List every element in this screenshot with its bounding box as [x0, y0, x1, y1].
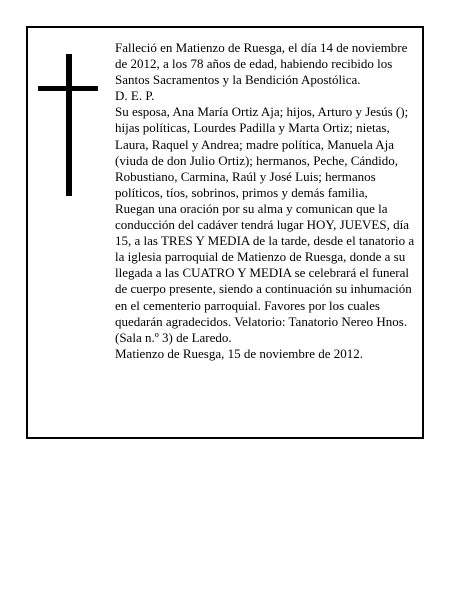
obituary-text	[115, 40, 421, 362]
place-date-line: Matienzo de Ruesga, 15 de noviembre de 2012.	[115, 345, 364, 361]
rip-line: D. E. P.	[115, 88, 155, 104]
obituary-notice	[26, 26, 424, 439]
funeral-details: Ruegan una oración por su alma y comunican que la conducción del cadáver tendrá lugar HOY, JUEVES, día 15, a las TRES Y MEDIA de la tarde, desde el tanatorio a la iglesia parroquial de Matienzo de Ruesga, donde a su llegada a las CUATRO Y MEDIA se celebrará el funeral de cuerpo presente, siendo a continuación su inhumación en el cementerio parroquial. Favores por los cuales quedarán agradecidos. Velatorio: Tanatorio Nereo Hnos. (Sala n.º 3) de Laredo.	[115, 200, 415, 345]
cross-icon	[66, 54, 72, 196]
cross-icon-bar	[38, 86, 98, 91]
death-announcement: Falleció en Matienzo de Ruesga, el día 14 de noviembre de 2012, a los 78 años de edad, habiendo recibido los Santos Sacramentos y la Bendición Apostólica.	[115, 40, 408, 88]
family-list: Su esposa, Ana María Ortiz Aja; hijos, Arturo y Jesús (); hijas políticas, Lourdes Padilla y Marta Ortiz; nietas, Laura, Raquel y Andrea; madre política, Manuela Aja (viuda de don Julio Ortiz); hermanos, Peche, Cándido, Robustiano, Carmina, Raúl y José Luis; hermanos políticos, tíos, sobrinos, primos y demás familia,	[115, 104, 409, 200]
